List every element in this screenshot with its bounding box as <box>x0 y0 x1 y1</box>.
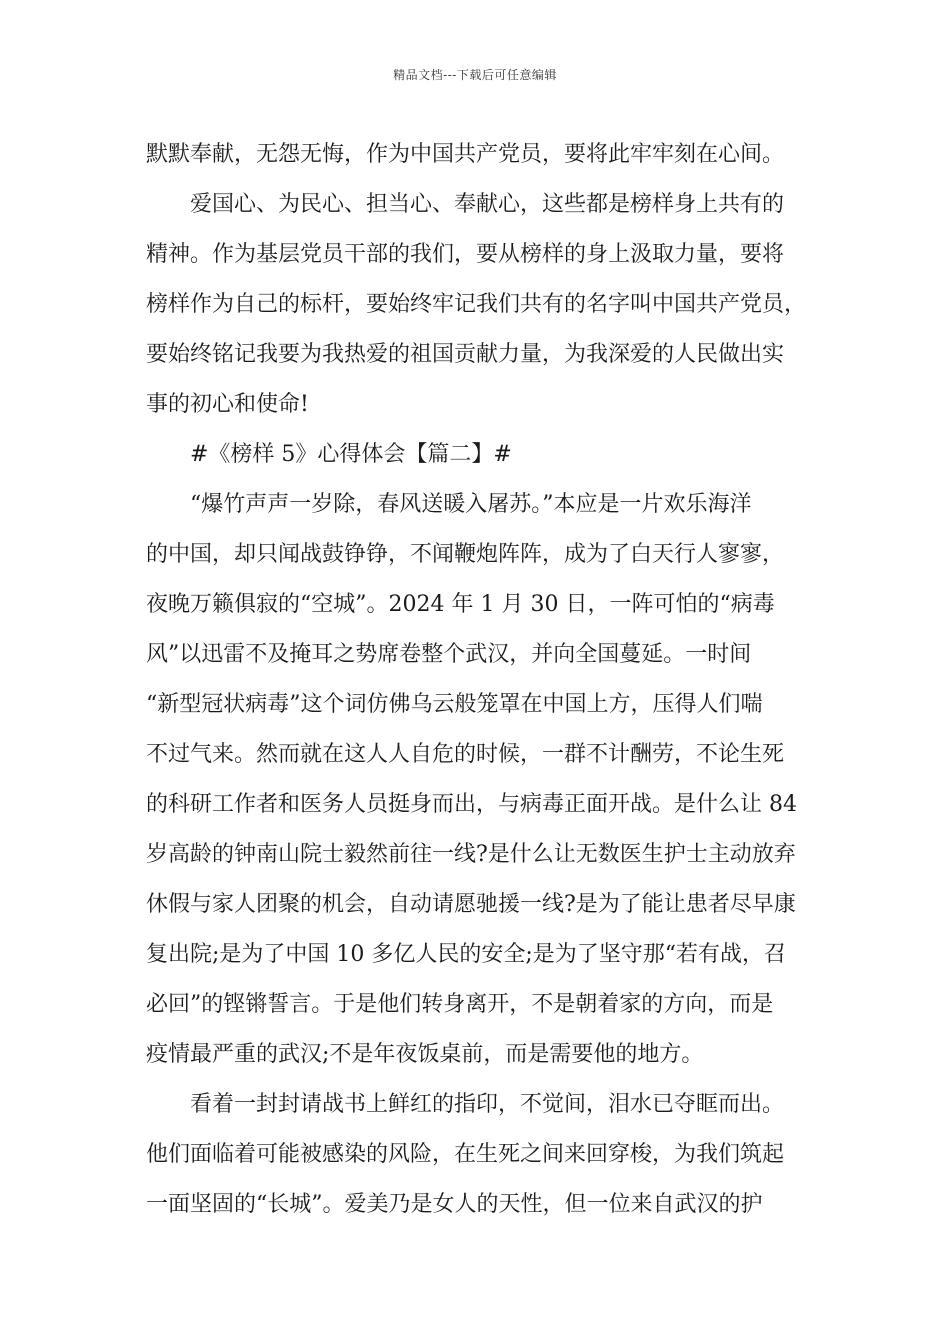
text-line: 风”以迅雷不及掩耳之势席卷整个武汉，并向全国蔓延。一时间 <box>146 642 752 667</box>
text-line: 必回”的铿锵誓言。于是他们转身离开，不是朝着家的方向，而是 <box>146 992 774 1017</box>
text-line: “新型冠状病毒”这个词仿佛乌云般笼罩在中国上方，压得人们喘 <box>146 692 763 717</box>
text-line: 的中国，却只闻战鼓铮铮，不闻鞭炮阵阵，成为了白天行人寥寥， <box>146 542 785 567</box>
text-line: 事的初心和使命! <box>146 392 309 417</box>
text-line: 休假与家人团聚的机会，自动请愿驰援一线?是为了能让患者尽早康 <box>146 892 796 917</box>
text-line: 岁高龄的钟南山院士毅然前往一线?是什么让无数医生护士主动放弃 <box>146 842 796 867</box>
text-line: 的科研工作者和医务人员挺身而出，与病毒正面开战。是什么让 84 <box>146 792 797 817</box>
text-line: 夜晚万籁俱寂的“空城”。2024 年 1 月 30 日，一阵可怕的“病毒 <box>146 592 775 617</box>
text-line: 默默奉献，无怨无悔，作为中国共产党员，要将此牢牢刻在心间。 <box>146 142 785 167</box>
text-line: 要始终铭记我要为我热爱的祖国贡献力量，为我深爱的人民做出实 <box>146 342 785 367</box>
text-line: 精神。作为基层党员干部的我们，要从榜样的身上汲取力量，要将 <box>146 242 785 267</box>
text-line: 复出院;是为了中国 10 多亿人民的安全;是为了坚守那“若有战，召 <box>146 942 787 967</box>
text-line: 爱国心、为民心、担当心、奉献心，这些都是榜样身上共有的 <box>190 192 785 217</box>
document-body <box>146 130 806 1230</box>
text-line: 榜样作为自己的标杆，要始终牢记我们共有的名字叫中国共产党员， <box>146 292 807 317</box>
text-line: 一面坚固的“长城”。爱美乃是女人的天性，但一位来自武汉的护 <box>146 1192 763 1217</box>
text-line: 疫情最严重的武汉;不是年夜饭桌前，而是需要他的地方。 <box>146 1042 704 1067</box>
text-line: “爆竹声声一岁除，春风送暖入屠苏。”本应是一片欢乐海洋 <box>190 492 752 517</box>
text-line: 不过气来。然而就在这人人自危的时候，一群不计酬劳，不论生死 <box>146 742 785 767</box>
text-line: 看着一封封请战书上鲜红的指印，不觉间，泪水已夺眶而出。 <box>190 1092 785 1117</box>
text-line: #《榜样 5》心得体会【篇二】# <box>190 442 512 467</box>
page-header: 精品文档---下载后可任意编辑 <box>393 68 557 82</box>
text-line: 他们面临着可能被感染的风险，在生死之间来回穿梭，为我们筑起 <box>146 1142 785 1167</box>
